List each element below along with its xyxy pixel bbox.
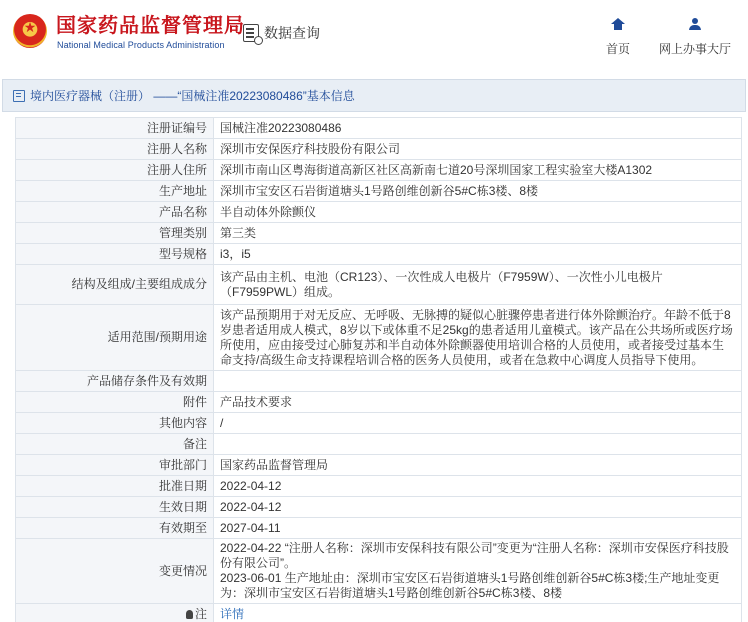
field-value[interactable] — [214, 604, 742, 622]
field-value-text: 国械注准20223080486 — [220, 120, 342, 135]
field-label — [16, 497, 214, 518]
field-value — [214, 139, 742, 160]
field-label — [16, 118, 214, 139]
table-row — [16, 392, 742, 413]
field-label — [16, 139, 214, 160]
field-value-text: 深圳市南山区粤海街道高新区社区高新南七道20号深圳国家工程实验室大楼A1302 — [220, 162, 653, 177]
field-label — [16, 223, 214, 244]
field-label-text: 审批部门 — [158, 457, 207, 472]
field-label-text: 结构及组成/主要组成成分 — [71, 277, 207, 291]
field-label — [16, 518, 214, 539]
field-value — [214, 202, 742, 223]
logo-title-cn[interactable]: 国家药品监督管理局 — [56, 15, 245, 37]
user-icon — [689, 18, 701, 30]
field-label — [16, 604, 214, 622]
field-label — [16, 455, 214, 476]
record-title: 境内医疗器械（注册） ——“国械注准20223080486”基本信息 — [30, 89, 355, 103]
home-icon — [612, 18, 624, 30]
nav-home[interactable] — [600, 18, 636, 57]
bulb-icon — [186, 610, 193, 619]
table-row — [16, 434, 742, 455]
field-value — [214, 413, 742, 434]
field-value-text: 国家药品监督管理局 — [220, 457, 329, 472]
table-row — [16, 244, 742, 265]
field-value — [214, 160, 742, 181]
field-value-text: 深圳市安保医疗科技股份有限公司 — [220, 141, 401, 156]
field-value — [214, 392, 742, 413]
field-value — [214, 118, 742, 139]
field-value-text: 第三类 — [220, 225, 257, 240]
field-value — [214, 181, 742, 202]
field-label-text: 生产地址 — [158, 183, 207, 198]
data-query-icon — [243, 24, 259, 42]
field-value — [214, 518, 742, 539]
field-label-text: 变更情况 — [158, 563, 207, 578]
table-row — [16, 455, 742, 476]
field-label — [16, 413, 214, 434]
record-title-bar — [2, 79, 746, 112]
field-label — [16, 476, 214, 497]
table-row — [16, 371, 742, 392]
table-row — [16, 223, 742, 244]
logo-title-en[interactable]: National Medical Products Administration — [57, 40, 225, 50]
table-row — [16, 604, 742, 622]
field-label-text: 注册证编号 — [146, 120, 207, 135]
table-row — [16, 265, 742, 305]
field-label-text: 备注 — [182, 436, 207, 451]
field-label-text: 有效期至 — [158, 520, 207, 535]
table-row — [16, 118, 742, 139]
site-header — [0, 0, 748, 68]
field-label-text: 其他内容 — [158, 415, 207, 430]
field-label-text: 附件 — [182, 394, 207, 409]
field-value — [214, 223, 742, 244]
data-query-label: 数据查询 — [264, 25, 320, 41]
field-value-text: 半自动体外除颤仪 — [220, 204, 317, 219]
field-value-text: 2022-04-12 — [220, 499, 282, 514]
field-label — [16, 160, 214, 181]
field-label-text: 管理类别 — [158, 225, 207, 240]
field-value — [214, 244, 742, 265]
field-label — [16, 181, 214, 202]
field-value — [214, 305, 742, 371]
field-value-text: i3，i5 — [220, 246, 251, 261]
field-label-text: 适用范围/预期用途 — [107, 330, 207, 344]
field-value-text: 产品技术要求 — [220, 394, 293, 409]
field-label-text: 产品名称 — [158, 204, 207, 219]
table-row — [16, 413, 742, 434]
field-value — [214, 434, 742, 455]
table-row — [16, 518, 742, 539]
nav-online-label: 网上办事大厅 — [658, 42, 731, 56]
nav-online-service-hall[interactable] — [655, 18, 735, 57]
field-label — [16, 265, 214, 305]
field-value — [214, 476, 742, 497]
field-label — [16, 434, 214, 455]
nav-home-label: 首页 — [605, 42, 630, 56]
national-emblem-icon[interactable] — [13, 14, 47, 48]
field-value-text: 2022-04-12 — [220, 478, 282, 493]
field-label-text: 产品储存条件及有效期 — [86, 373, 207, 388]
field-value-text: 2022-04-22 “注册人名称：深圳市安保科技有限公司”变更为“注册人名称：深圳市安保医疗科技股份有限公司”。 2023-06-01 生产地址由：深圳市宝安区石岩街道塘头1号路创维创新谷5#C栋3楼;生产地址变更为：深圳市宝安区石岩街道塘头1号路创维创新谷5#C栋3楼、8楼 — [220, 541, 729, 600]
table-row — [16, 160, 742, 181]
field-value-text: 该产品由主机、电池（CR123）、一次性成人电极片（F7959W）、一次性小儿电极片（F7959PWL）组成。 — [220, 269, 663, 299]
field-label — [16, 202, 214, 223]
field-label — [16, 244, 214, 265]
table-row — [16, 497, 742, 518]
field-label-text: 注册人住所 — [146, 162, 207, 177]
document-icon — [13, 90, 25, 102]
field-label-text: 批准日期 — [158, 478, 207, 493]
field-label-text: 注 — [194, 606, 207, 621]
field-value-text: / — [220, 415, 224, 430]
table-row — [16, 476, 742, 497]
field-label — [16, 392, 214, 413]
table-row — [16, 305, 742, 371]
table-row — [16, 139, 742, 160]
details-link[interactable]: 详情 — [220, 606, 245, 621]
data-query-link[interactable] — [243, 22, 320, 44]
field-value — [214, 539, 742, 604]
field-value-text: 该产品预期用于对无反应、无呼吸、无脉搏的疑似心脏骤停患者进行体外除颤治疗。年龄不低于8岁患者适用成人模式，8岁以下或体重不足25kg的患者适用儿童模式。该产品在公共场所或医疗场所使用，应由接受过心肺复苏和半自动体外除颤器使用培训合格的人员使用，或者接受过基本生命支持/高级生命支持课程培训合格的医务人员使用，或者在急救中心调度人员指导下使用。 — [220, 307, 733, 367]
field-value — [214, 455, 742, 476]
field-label — [16, 539, 214, 604]
field-label — [16, 305, 214, 371]
registration-detail-table — [15, 117, 742, 622]
table-row — [16, 181, 742, 202]
field-label-text: 型号规格 — [158, 246, 207, 261]
field-label — [16, 371, 214, 392]
field-value — [214, 371, 742, 392]
field-label-text: 注册人名称 — [146, 141, 207, 156]
field-value — [214, 497, 742, 518]
field-label-text: 生效日期 — [158, 499, 207, 514]
field-value-text: 深圳市宝安区石岩街道塘头1号路创维创新谷5#C栋3楼、8楼 — [220, 183, 539, 198]
field-value-text: 2027-04-11 — [220, 520, 281, 535]
table-row — [16, 202, 742, 223]
field-value — [214, 265, 742, 305]
table-row — [16, 539, 742, 604]
